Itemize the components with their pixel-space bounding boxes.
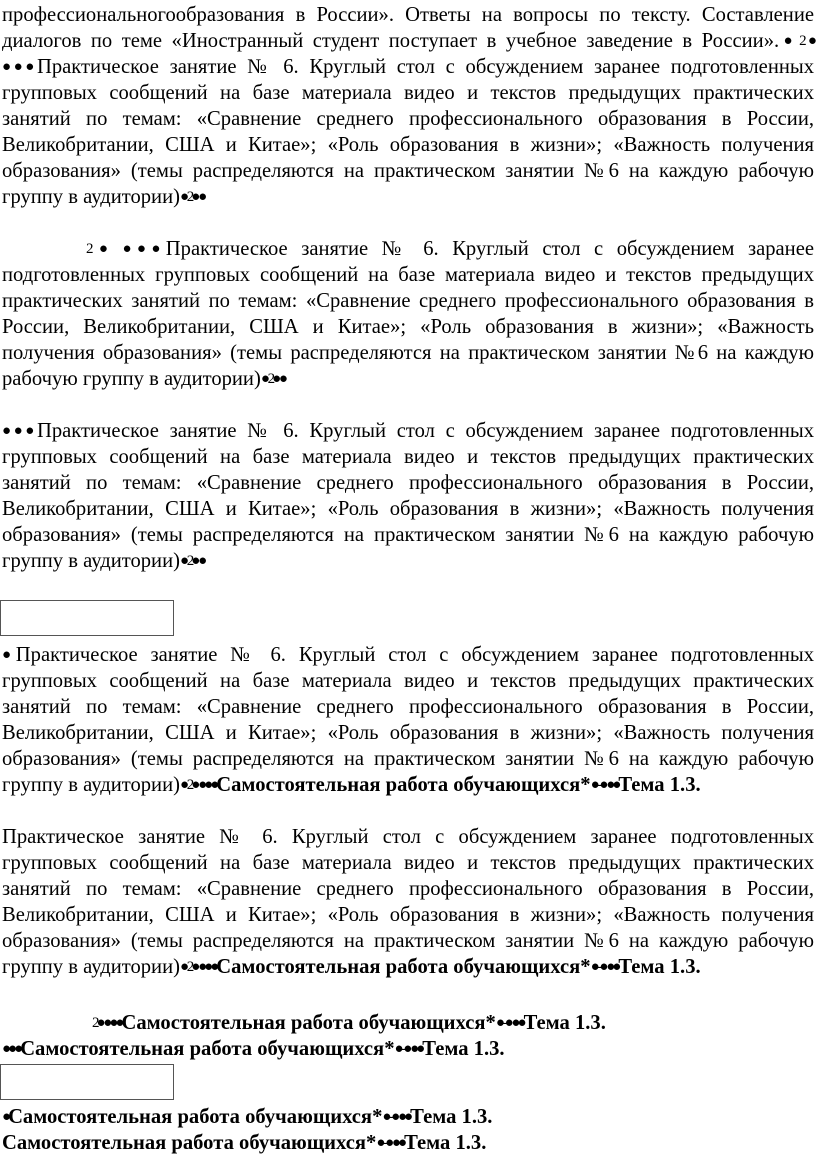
paragraph-4 <box>2 642 814 798</box>
bullet-marker: ● -● ●● <box>590 777 619 793</box>
paragraph-text: Практическое занятие № 6. Круглый стол с обсуждением заранее подготовленных групповых сообщений на базе материала видео и текстов предыдущих практических занятий по темам: «Сравнение среднего профессионального образования в России, Великобритании, США и Китае»; «Роль образования в жизни»; «Важность получения образования» (темы распределяются на практическом занятии №6 на каждую рабочую группу в аудитории) <box>2 826 814 978</box>
bullet-marker: ●●● <box>2 423 37 439</box>
section-heading: Самостоятельная работа обучающихся* <box>216 956 591 978</box>
topic-label: Тема 1.3. <box>404 1132 487 1154</box>
bullet-marker: 2● ●●● <box>86 241 166 257</box>
bullet-marker: ● 2● ● <box>179 553 205 569</box>
section-heading: Самостоятельная работа обучающихся* <box>8 1106 383 1128</box>
paragraph-5 <box>2 824 814 980</box>
paragraph-3 <box>2 418 814 574</box>
heading-line-3 <box>2 1104 814 1130</box>
bullet-marker: ● -● ●● <box>394 1041 423 1057</box>
topic-label: Тема 1.3. <box>618 774 701 796</box>
bullet-marker: ● <box>2 647 16 663</box>
topic-label: Тема 1.3. <box>410 1106 493 1128</box>
empty-box <box>0 600 174 636</box>
heading-line-1 <box>92 1010 812 1036</box>
paragraph-text: Практическое занятие № 6. Круглый стол с обсуждением заранее подготовленных групповых сообщений на базе материала видео и текстов предыдущих практических занятий по темам: «Сравнение среднего профессионального образования в России, Великобритании, США и Китае»; «Роль образования в жизни»; «Важность получения образования» (темы распределяются на практическом занятии №6 на каждую рабочую группу в аудитории) <box>2 238 814 390</box>
bullet-marker: ● 2● ●●● <box>2 33 814 75</box>
section-heading: Самостоятельная работа обучающихся* <box>121 1012 496 1034</box>
paragraph-text: профессиональногообразования в России». Ответы на вопросы по тексту. Составление диалогов по теме «Иностранный студент поступает в учебное заведение в России». <box>2 4 814 52</box>
bullet-marker: ● -● ●● <box>376 1135 405 1151</box>
section-heading: Самостоятельная работа обучающихся* <box>2 1132 377 1154</box>
bullet-marker: ● <box>2 1109 9 1125</box>
paragraph-text: Практическое занятие № 6. Круглый стол с обсуждением заранее подготовленных групповых сообщений на базе материала видео и текстов предыдущих практических занятий по темам: «Сравнение среднего профессионального образования в России, Великобритании, США и Китае»; «Роль образования в жизни»; «Важность получения образования» (темы распределяются на практическом занятии №6 на каждую рабочую группу в аудитории) <box>2 56 814 208</box>
bullet-marker: 2● ●●● <box>92 1015 122 1031</box>
section-heading: Самостоятельная работа обучающихся* <box>20 1038 395 1060</box>
heading-line-2 <box>2 1036 814 1062</box>
bullet-marker: ● 2● ●●● <box>179 959 217 975</box>
paragraph-2 <box>2 236 814 392</box>
topic-label: Тема 1.3. <box>422 1038 505 1060</box>
bullet-marker: ● -● ●● <box>382 1109 411 1125</box>
paragraph-text: Практическое занятие № 6. Круглый стол с обсуждением заранее подготовленных групповых сообщений на базе материала видео и текстов предыдущих практических занятий по темам: «Сравнение среднего профессионального образования в России, Великобритании, США и Китае»; «Роль образования в жизни»; «Важность получения образования» (темы распределяются на практическом занятии №6 на каждую рабочую группу в аудитории) <box>2 644 814 796</box>
bullet-marker: ● -● ●● <box>590 959 619 975</box>
bullet-marker: ● 2● ● <box>179 189 205 205</box>
heading-line-4 <box>2 1130 814 1156</box>
paragraph-text: Практическое занятие № 6. Круглый стол с обсуждением заранее подготовленных групповых сообщений на базе материала видео и текстов предыдущих практических занятий по темам: «Сравнение среднего профессионального образования в России, Великобритании, США и Китае»; «Роль образования в жизни»; «Важность получения образования» (темы распределяются на практическом занятии №6 на каждую рабочую группу в аудитории) <box>2 420 814 572</box>
bullet-marker: ● 2● ● <box>260 371 285 387</box>
bullet-marker: ● -● ●● <box>495 1015 524 1031</box>
bullet-marker: ● 2● ●●● <box>179 777 217 793</box>
bullet-marker: ●●● <box>2 1041 21 1057</box>
topic-label: Тема 1.3. <box>523 1012 606 1034</box>
section-heading: Самостоятельная работа обучающихся* <box>216 774 591 796</box>
empty-box <box>0 1064 174 1100</box>
paragraph-1 <box>2 2 814 210</box>
topic-label: Тема 1.3. <box>618 956 701 978</box>
